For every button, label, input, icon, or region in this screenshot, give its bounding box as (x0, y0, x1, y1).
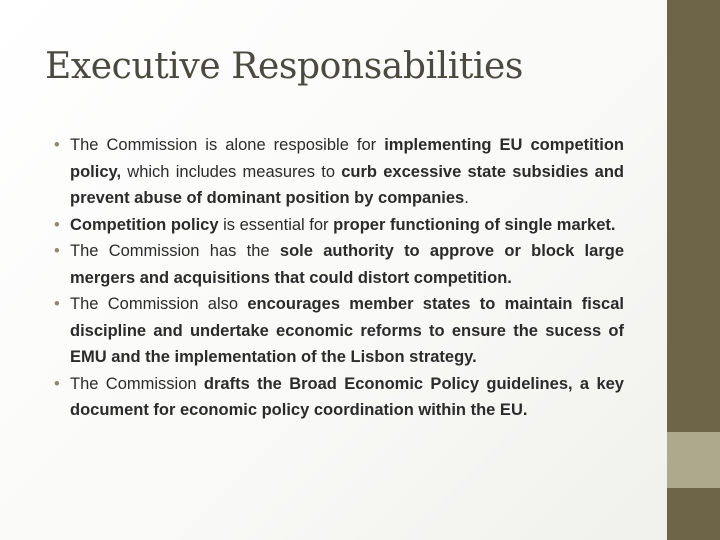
bullet-text: is essential for (218, 215, 334, 234)
bullet-text: which includes measures to (121, 162, 342, 181)
sidebar-accent-block (667, 432, 720, 488)
sidebar-accent-bar (667, 0, 720, 432)
bullet-item (54, 291, 624, 371)
bullet-text-bold: Competition policy (70, 215, 219, 234)
bullet-list (54, 132, 624, 424)
bullet-text-bold: sole authority to approve or block large mergers and acquisitions that could distort competition. (70, 242, 624, 287)
bullet-text-bold: proper functioning of single market. (333, 215, 616, 234)
bullet-text: The Commission (70, 374, 204, 393)
bullet-text: The Commission is alone resposible for (70, 136, 385, 154)
bullet-text: The Commission also (70, 295, 248, 313)
bullet-text-bold: implementing EU competition policy, (70, 136, 624, 181)
bullet-text-bold: encourages member states to maintain fiscal discipline and undertake economic reforms to ensure the sucess of EMU and the implementation of the Lisbon strategy. (70, 295, 624, 366)
bullet-text: . (464, 189, 469, 207)
bullet-item (54, 132, 624, 212)
bullet-text-bold: curb excessive state subsidies and prevent abuse of dominant position by companies (70, 162, 624, 207)
bullet-item (54, 212, 624, 239)
bullet-item (54, 238, 624, 291)
bullet-text-bold: drafts the Broad Economic Policy guidelines, a key document for economic policy coordination within the EU. (70, 374, 624, 419)
sidebar-accent-bar-bottom (667, 488, 720, 540)
bullet-item (54, 371, 624, 424)
slide-title: Executive Responsabilities (45, 46, 523, 87)
bullet-text: The Commission has the (70, 242, 280, 260)
